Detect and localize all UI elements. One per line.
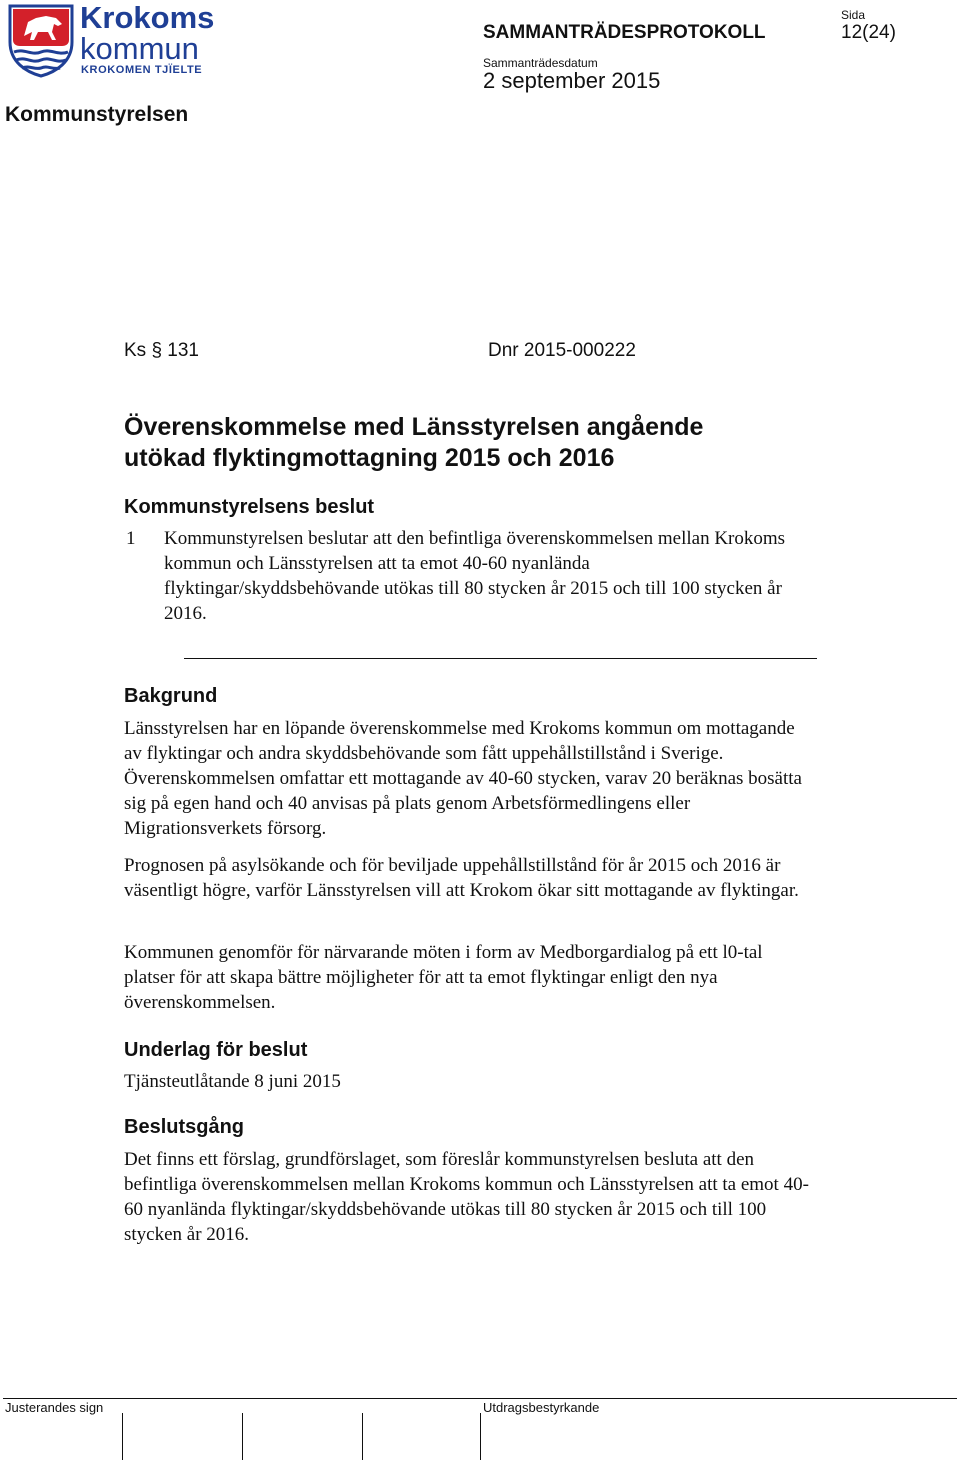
case-title — [124, 412, 884, 474]
case-title-line-1: Överenskommelse med Länsstyrelsen angående — [124, 413, 704, 441]
logo-line-2: kommun — [80, 31, 199, 66]
signature-field-divider — [122, 1413, 123, 1460]
extract-label: Utdragsbestyrkande — [483, 1400, 600, 1415]
background-heading: Bakgrund — [124, 685, 218, 707]
diary-number: Dnr 2015-000222 — [488, 340, 636, 361]
signature-field-divider — [480, 1413, 481, 1460]
date-value: 2 september 2015 — [483, 68, 661, 93]
document-type: SAMMANTRÄDESPROTOKOLL — [483, 22, 766, 43]
basis-text: Tjänsteutlåtande 8 juni 2015 — [124, 1071, 341, 1092]
basis-heading: Underlag för beslut — [124, 1039, 308, 1061]
signature-field-divider — [242, 1413, 243, 1460]
coat-of-arms-icon — [6, 2, 76, 78]
logo-line-1: Krokoms — [80, 0, 215, 35]
decision-heading: Kommunstyrelsens beslut — [124, 496, 375, 518]
footer-rule — [3, 1398, 957, 1399]
body-name: Kommunstyrelsen — [5, 103, 189, 126]
decision-item-text: Kommunstyrelsen beslutar att den befintliga överenskommelsen mellan Krokoms kommun och Länsstyrelsen att ta emot 40-60 nyanlända flyktingar/skyddsbehövande utökas till 80 stycken år 2015 och till 100 stycken år 2016. — [164, 528, 786, 624]
page-number: 12(24) — [841, 22, 896, 43]
background-paragraph-3: Kommunen genomför för närvarande möten i form av Medborgardialog på ett l0-tal platser för att skapa bättre möjligheter för att ta emot flyktingar enligt den nya överenskommelsen. — [124, 942, 763, 1013]
logo-line-3: KROKOMEN TJÏELTE — [81, 64, 203, 76]
background-paragraph-2: Prognosen på asylsökande och för beviljade uppehållstillstånd för år 2015 och 2016 är väsentligt högre, varför Länsstyrelsen vill att Krokom ökar sitt mottagande av flyktingar. — [124, 855, 799, 901]
signature-field-divider — [362, 1413, 363, 1460]
date-label: Sammanträdesdatum — [483, 56, 598, 70]
procedure-heading: Beslutsgång — [124, 1116, 245, 1138]
case-number: Ks § 131 — [124, 340, 199, 361]
krokoms-kommun-logo — [6, 0, 215, 78]
case-title-line-2: utökad flyktingmottagning 2015 och 2016 — [124, 444, 615, 472]
background-paragraph-1: Länsstyrelsen har en löpande överenskommelse med Krokoms kommun om mottagande av flyktingar och andra skyddsbehövande som fått uppehållstillstånd i Sverige. Överenskommelsen omfattar ett mottagande av 40-60 stycken, varav 20 beräknas bosätta sig på egen hand och 40 anvisas på plats genom Arbetsförmedlingens eller Migrationsverkets försorg. — [124, 718, 802, 839]
procedure-text: Det finns ett förslag, grundförslaget, som föreslår kommunstyrelsen besluta att den befintliga överenskommelsen mellan Krokoms kommun och Länsstyrelsen att ta emot 40-60 nyanlända flyktingar/skyddsbehövande utökas till 80 stycken år 2015 och till 100 stycken år 2016. — [124, 1149, 809, 1245]
page-label: Sida — [841, 8, 866, 22]
section-divider — [184, 658, 817, 659]
signature-label: Justerandes sign — [5, 1400, 104, 1415]
decision-item-number: 1 — [126, 528, 136, 549]
